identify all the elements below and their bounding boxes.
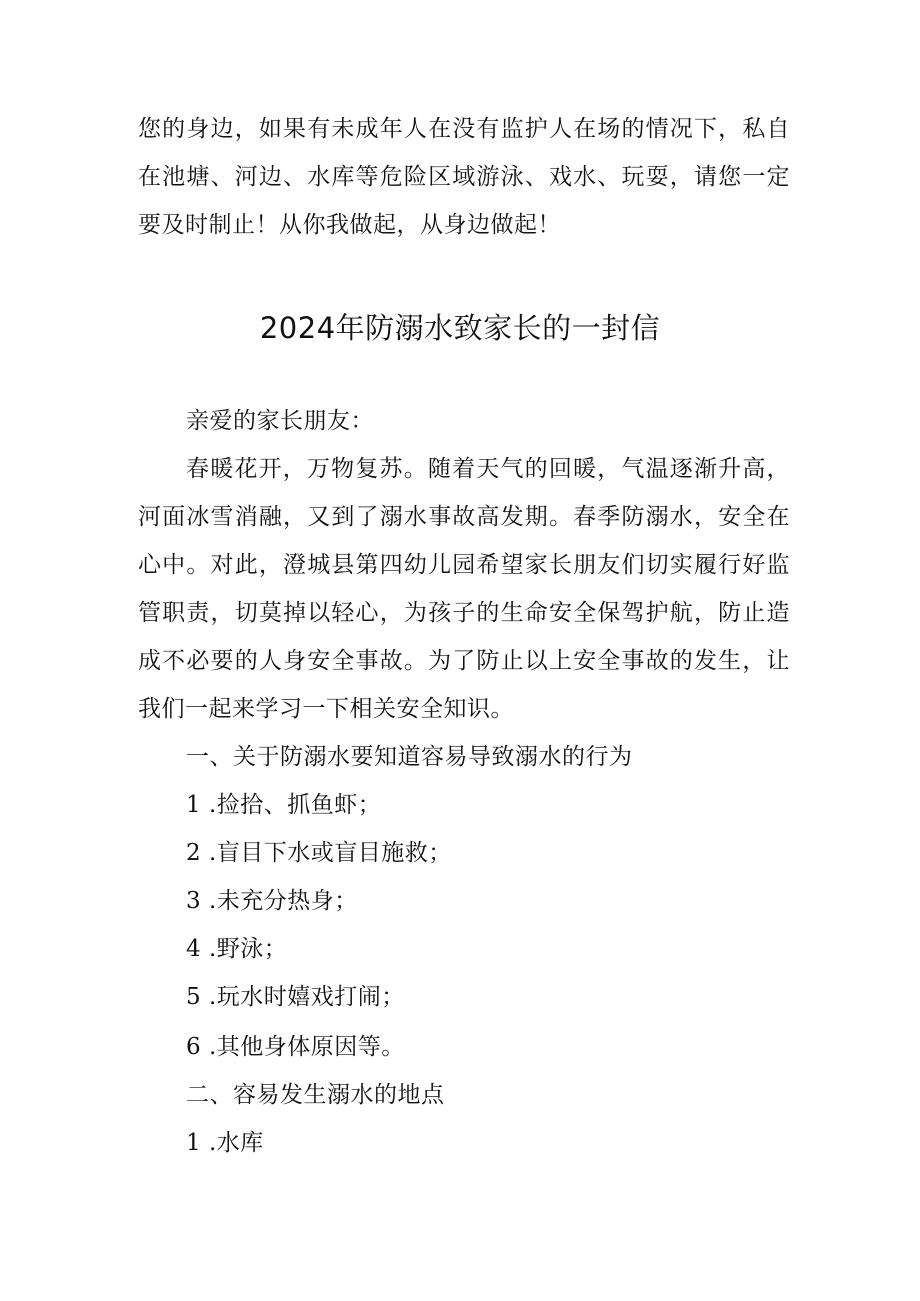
section-heading: 二、容易发生溺水的地点 xyxy=(186,1082,445,1108)
document-title: 2024年防溺水致家长的一封信 xyxy=(259,311,661,345)
body-line: 心中。对此，澄城县第四幼儿园希望家长朋友们切实履行好监 xyxy=(138,552,790,578)
body-line: 成不必要的人身安全事故。为了防止以上安全事故的发生，让 xyxy=(138,648,790,674)
list-item: 3 .未充分热身； xyxy=(186,888,358,914)
intro-line: 在池塘、河边、水库等危险区域游泳、戏水、玩耍，请您一定 xyxy=(138,164,790,190)
list-item: 1 .捡拾、抓鱼虾； xyxy=(186,792,382,818)
intro-line: 您的身边，如果有未成年人在没有监护人在场的情况下，私自 xyxy=(138,116,790,142)
section-heading: 一、关于防溺水要知道容易导致溺水的行为 xyxy=(186,744,633,770)
intro-line: 要及时制止！从你我做起，从身边做起！ xyxy=(138,212,561,238)
body-line: 我们一起来学习一下相关安全知识。 xyxy=(138,696,514,722)
salutation: 亲爱的家长朋友： xyxy=(186,408,374,434)
list-item: 5 .玩水时嬉戏打闹； xyxy=(186,984,405,1010)
list-item: 6 .其他身体原因等。 xyxy=(186,1034,405,1060)
list-item: 4 .野泳； xyxy=(186,936,288,962)
list-item: 2 .盲目下水或盲目施救； xyxy=(186,840,452,866)
body-line: 春暖花开，万物复苏。随着天气的回暖，气温逐渐升高， xyxy=(186,456,790,482)
body-line: 管职责，切莫掉以轻心，为孩子的生命安全保驾护航，防止造 xyxy=(138,600,790,626)
body-line: 河面冰雪消融，又到了溺水事故高发期。春季防溺水，安全在 xyxy=(138,504,790,530)
list-item: 1 .水库 xyxy=(186,1130,264,1156)
